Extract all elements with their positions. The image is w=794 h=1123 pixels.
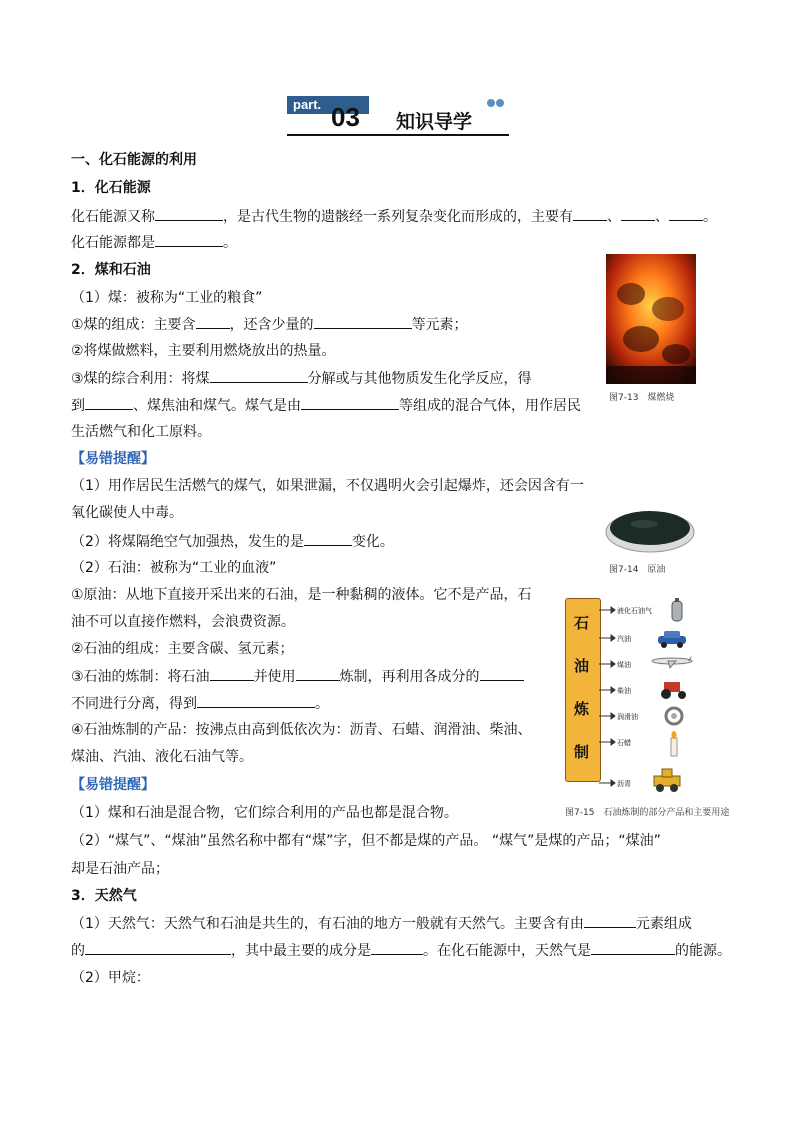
- product-label: 沥青: [617, 780, 631, 788]
- product-label: 汽油: [617, 635, 631, 643]
- product-label: 石蜡: [617, 739, 631, 747]
- product-label: 煤油: [617, 661, 631, 669]
- crude-oil-image: [604, 500, 696, 558]
- fill-blank[interactable]: [155, 206, 223, 221]
- text-line: 化石能源都是 。: [71, 232, 237, 253]
- page-title: 知识导学: [396, 111, 473, 133]
- car-icon: [656, 630, 688, 648]
- text-line: ②石油的组成：主要含碳、氢元素；: [71, 641, 294, 657]
- tractor-icon: [658, 678, 688, 700]
- text-line: ①煤的组成：主要含 ，还含少量的 等元素；: [71, 314, 468, 335]
- text-line: 油不可以直接作燃料，会浪费资源。: [71, 614, 295, 630]
- figure-caption: 图7-13 煤燃烧: [609, 393, 675, 403]
- fill-blank[interactable]: [301, 395, 399, 410]
- text-line: 煤油、汽油、液化石油气等。: [71, 749, 253, 765]
- text-line: 生活燃气和化工原料。: [71, 424, 211, 440]
- fill-blank[interactable]: [85, 940, 231, 955]
- text-line: 的 ，其中最主要的成分是 。在化石能源中，天然气是 的能源。: [71, 940, 731, 961]
- text-line: （1）煤和石油是混合物，它们综合利用的产品也都是混合物。: [71, 805, 458, 821]
- header-rule: [287, 134, 509, 136]
- road-paver-icon: [652, 766, 686, 794]
- text-line: 氧化碳使人中毒。: [71, 505, 183, 521]
- text-line: （2）将煤隔绝空气加强热，发生的是 变化。: [71, 531, 394, 552]
- gas-cylinder-icon: [666, 598, 688, 622]
- fill-blank[interactable]: [210, 368, 308, 383]
- text-line: ①原油：从地下直接开采出来的石油，是一种黏稠的液体。它不是产品，石: [71, 587, 532, 603]
- part-number: 03: [331, 102, 360, 132]
- fill-blank[interactable]: [304, 531, 352, 546]
- figure-caption: 图7-15 石油炼制的部分产品和主要用途: [565, 808, 730, 818]
- figure-caption: 图7-14 原油: [609, 565, 666, 575]
- fill-blank[interactable]: [573, 206, 607, 221]
- text-line: （2）石油：被称为“工业的血液”: [71, 560, 277, 576]
- fill-blank[interactable]: [371, 940, 423, 955]
- fill-blank[interactable]: [621, 206, 655, 221]
- fill-blank[interactable]: [591, 940, 675, 955]
- decorative-dots-icon: [486, 98, 506, 108]
- fill-blank[interactable]: [480, 666, 524, 681]
- text-line: （1）煤：被称为“工业的粮食”: [71, 290, 263, 306]
- column-label: 炼: [574, 700, 590, 718]
- fill-blank[interactable]: [197, 693, 315, 708]
- fill-blank[interactable]: [210, 666, 254, 681]
- airplane-icon: [650, 652, 694, 670]
- section-header: [287, 96, 509, 138]
- fill-blank[interactable]: [669, 206, 703, 221]
- fill-blank[interactable]: [196, 314, 230, 329]
- column-label: 石: [574, 614, 590, 632]
- tip-label: 【易错提醒】: [71, 777, 155, 793]
- text-line: 化石能源又称 ，是古代生物的遗骸经一系列复杂变化而形成的，主要有 、 、 。: [71, 206, 717, 227]
- text-line: （1）天然气：天然气和石油是共生的，有石油的地方一般就有天然气。主要含有由 元素组成: [71, 913, 692, 934]
- column-label: 油: [574, 657, 590, 675]
- product-label: 柴油: [617, 687, 631, 695]
- fill-blank[interactable]: [155, 232, 223, 247]
- part-label: part.: [293, 97, 322, 112]
- fill-blank[interactable]: [85, 395, 133, 410]
- product-label: 液化石油气: [617, 607, 652, 615]
- bearing-icon: [664, 706, 684, 726]
- section-title: 一、化石能源的利用: [71, 152, 197, 168]
- text-line: 却是石油产品；: [71, 861, 169, 877]
- text-line: ②将煤做燃料，主要利用燃烧放出的热量。: [71, 343, 336, 359]
- subsection-title: 1．化石能源: [71, 180, 151, 196]
- fill-blank[interactable]: [314, 314, 412, 329]
- text-line: ④石油炼制的产品：按沸点由高到低依次为：沥青、石蜡、润滑油、柴油、: [71, 722, 532, 738]
- subsection-title: 2．煤和石油: [71, 262, 151, 278]
- coal-burning-image: [606, 254, 696, 384]
- text-line: 不同进行分离，得到 。: [71, 693, 329, 714]
- text-line: （1）用作居民生活燃气的煤气，如果泄漏，不仅遇明火会引起爆炸，还会因含有一: [71, 478, 584, 494]
- fill-blank[interactable]: [296, 666, 340, 681]
- text-line: （2）甲烷：: [71, 970, 150, 986]
- text-line: ③煤的综合利用：将煤 分解或与其他物质发生化学反应，得: [71, 368, 532, 389]
- fill-blank[interactable]: [584, 913, 636, 928]
- column-label: 制: [574, 743, 590, 761]
- subsection-title: 3．天然气: [71, 888, 137, 904]
- product-label: 润滑油: [617, 713, 638, 721]
- candle-icon: [668, 730, 680, 758]
- text-line: 到 、煤焦油和煤气。煤气是由 等组成的混合气体，用作居民: [71, 395, 581, 416]
- text-line: ③石油的炼制：将石油 并使用 炼制，再利用各成分的: [71, 666, 524, 687]
- tip-label: 【易错提醒】: [71, 451, 155, 467]
- text-line: （2）“煤气”、“煤油”虽然名称中都有“煤”字，但不都是煤的产品。 “煤气”是煤的产品；“煤油”: [71, 833, 661, 849]
